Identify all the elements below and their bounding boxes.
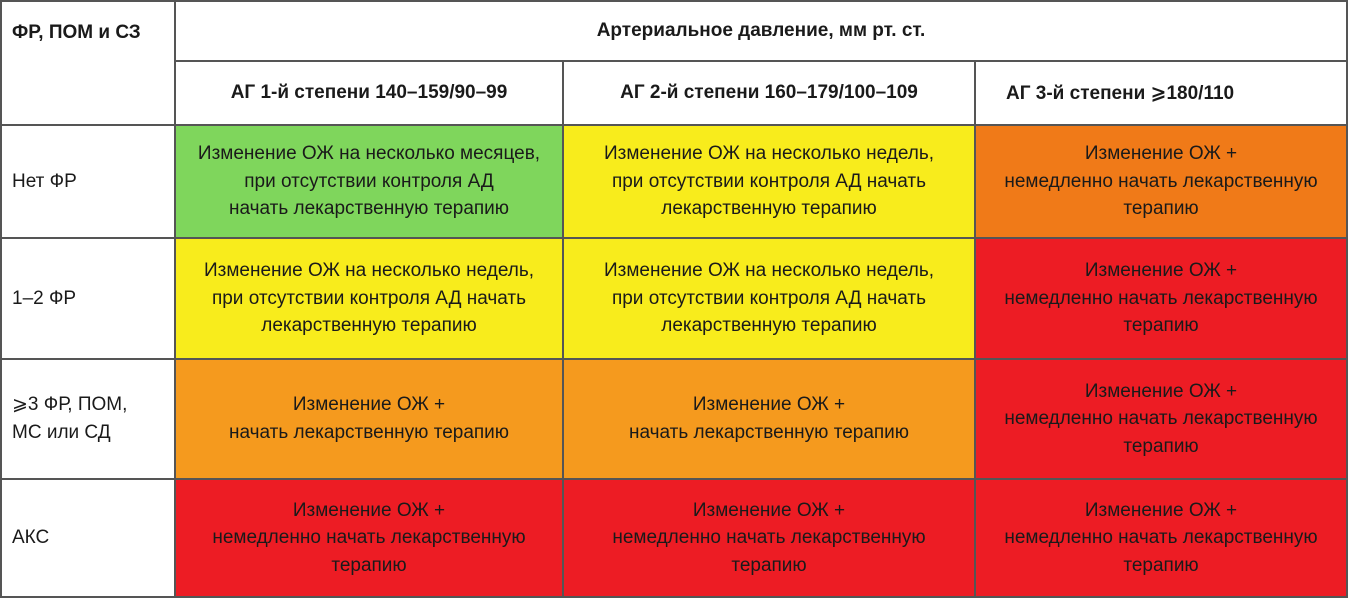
cell-no-rf-grade-1: Изменение ОЖ на несколько месяцев, при отсутствии контроля АД начать лекарственную терапию (175, 125, 563, 238)
header-grade-3: АГ 3-й степени ⩾180/110 (975, 61, 1347, 125)
cell-aks-grade-2: Изменение ОЖ + немедленно начать лекарственную терапию (563, 479, 975, 597)
table-row (1, 125, 1347, 238)
table-row (1, 359, 1347, 479)
cell-aks-grade-1: Изменение ОЖ + немедленно начать лекарственную терапию (175, 479, 563, 597)
header-blood-pressure: Артериальное давление, мм рт. ст. (175, 1, 1347, 61)
cell-no-rf-grade-3: Изменение ОЖ + немедленно начать лекарственную терапию (975, 125, 1347, 238)
cell-1-2-rf-grade-3: Изменение ОЖ + немедленно начать лекарственную терапию (975, 238, 1347, 359)
cell-3plus-rf-grade-2: Изменение ОЖ + начать лекарственную терапию (563, 359, 975, 479)
cell-1-2-rf-grade-2: Изменение ОЖ на несколько недель, при отсутствии контроля АД начать лекарственную терапию (563, 238, 975, 359)
cell-aks-grade-3: Изменение ОЖ + немедленно начать лекарственную терапию (975, 479, 1347, 597)
table-row (1, 238, 1347, 359)
cell-no-rf-grade-2: Изменение ОЖ на несколько недель, при отсутствии контроля АД начать лекарственную терапию (563, 125, 975, 238)
header-grade-2: АГ 2-й степени 160–179/100–109 (563, 61, 975, 125)
row-label-aks: АКС (1, 479, 175, 597)
header-row-grades (1, 61, 1347, 125)
row-label-no-rf: Нет ФР (1, 125, 175, 238)
cell-1-2-rf-grade-1: Изменение ОЖ на несколько недель, при отсутствии контроля АД начать лекарственную терапию (175, 238, 563, 359)
row-label-3plus-rf: ⩾3 ФР, ПОМ, МС или СД (1, 359, 175, 479)
header-row-main (1, 1, 1347, 61)
table-row (1, 479, 1347, 597)
cell-3plus-rf-grade-1: Изменение ОЖ + начать лекарственную терапию (175, 359, 563, 479)
row-label-1-2-rf: 1–2 ФР (1, 238, 175, 359)
header-corner: ФР, ПОМ и СЗ (1, 1, 175, 125)
cell-3plus-rf-grade-3: Изменение ОЖ + немедленно начать лекарственную терапию (975, 359, 1347, 479)
header-grade-1: АГ 1-й степени 140–159/90–99 (175, 61, 563, 125)
